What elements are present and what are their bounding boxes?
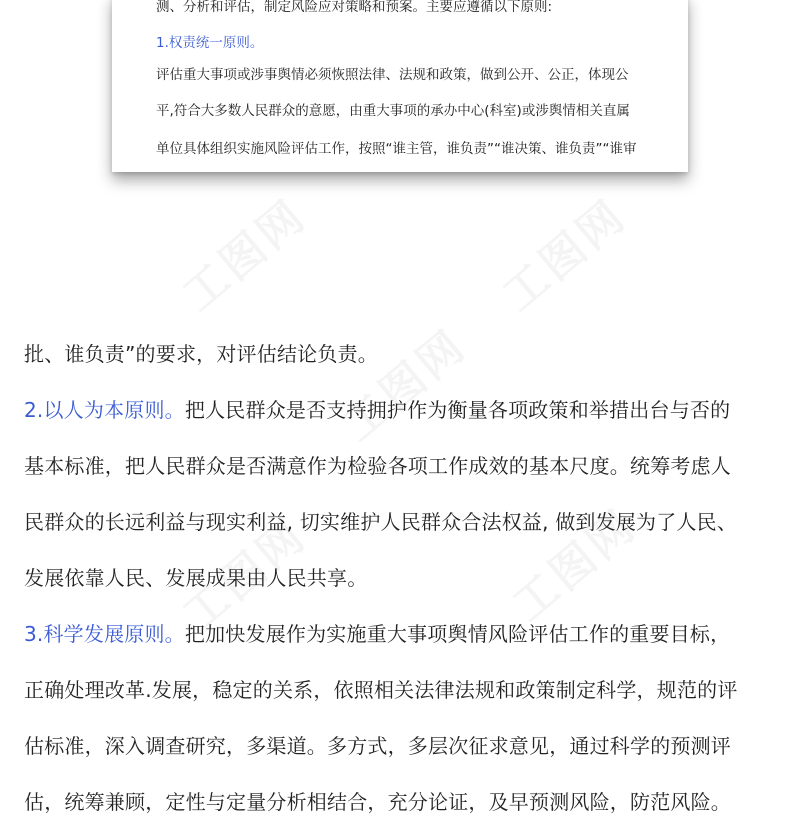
watermark bbox=[166, 181, 317, 323]
body-text-span: 把人民群众是否支持拥护作为衡量各项政策和举措出台与否的 bbox=[184, 398, 731, 422]
card-heading: 1.权责统一原则。 bbox=[156, 35, 264, 51]
document-excerpt-card bbox=[112, 0, 688, 172]
body-line: 民群众的长远利益与现实利益, 切实维护人民群众合法权益, 做到发展为了人民、 bbox=[24, 510, 738, 534]
body-text-span: 把加快发展作为实施重大事项舆情风险评估工作的重要目标， bbox=[184, 622, 731, 646]
body-line: 估，统筹兼顾，定性与定量分析相结合，充分论证，及早预测风险，防范风险。 bbox=[24, 790, 731, 814]
principle-heading: 2.以人为本原则。 bbox=[24, 398, 185, 422]
body-line bbox=[24, 606, 784, 662]
watermark bbox=[486, 181, 637, 323]
body-line bbox=[24, 382, 784, 438]
document-body bbox=[24, 326, 784, 830]
body-line: 批、谁负责”的要求，对评估结论负责。 bbox=[24, 342, 378, 366]
card-text-line: 评估重大事项或涉事舆情必须恢照法律、法规和政策，做到公开、公正，体现公 bbox=[156, 67, 629, 83]
body-line: 正确处理改革.发展，稳定的关系，依照相关法律法规和政策制定科学，规范的评 bbox=[24, 678, 738, 702]
card-text-line: 平,符合大多数人民群众的意愿，由重大事项的承办中心(科室)或涉舆情相关直属 bbox=[156, 103, 630, 119]
principle-heading: 3.科学发展原则。 bbox=[24, 622, 185, 646]
body-line: 估标准，深入调查研究，多渠道。多方式，多层次征求意见，通过科学的预测评 bbox=[24, 734, 731, 758]
card-text-line: 测、分析和评估，制定风险应对策略和预案。主要应遵循以下原则: bbox=[156, 0, 553, 15]
card-text-line: 单位具体组织实施风险评估工作，按照“谁主管，谁负责”“谁决策、谁负责”“谁审 bbox=[156, 141, 637, 157]
body-line: 发展依靠人民、发展成果由人民共享。 bbox=[24, 566, 368, 590]
body-line: 基本标准，把人民群众是否满意作为检验各项工作成效的基本尺度。统筹考虑人 bbox=[24, 454, 731, 478]
